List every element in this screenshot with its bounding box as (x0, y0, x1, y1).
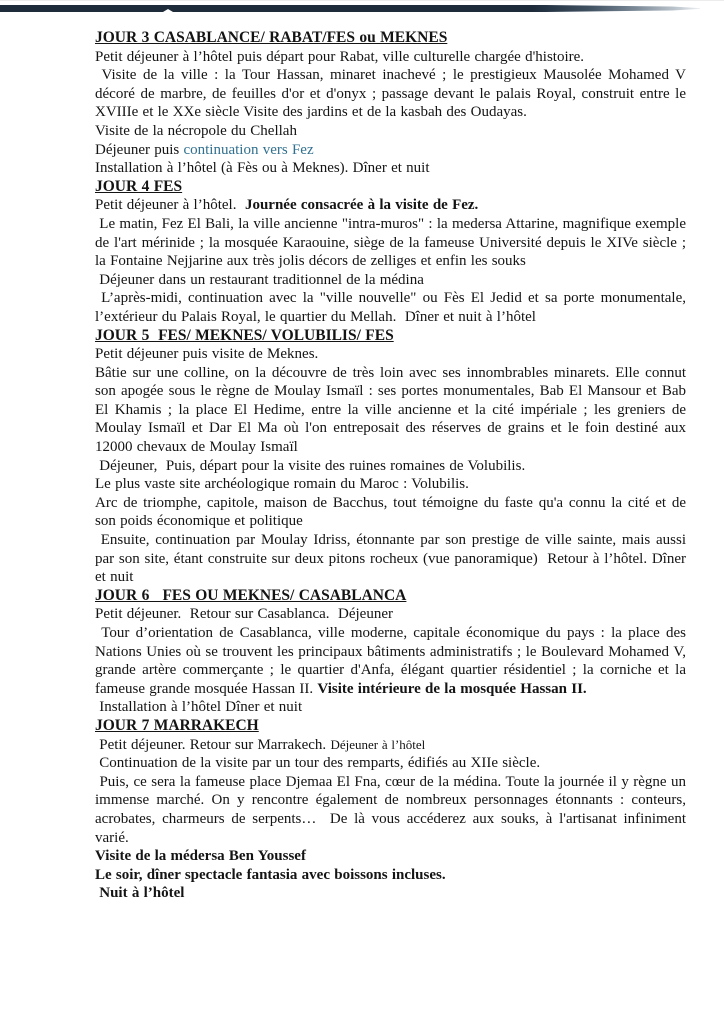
day6-para-hotel: Installation à l’hôtel Dîner et nuit (95, 699, 303, 716)
day7-para-breakfast (95, 736, 686, 755)
day3-para-chellah: Visite de la nécropole du Chellah (95, 122, 297, 139)
day4-para-afternoon: L’après-midi, continuation avec la "ville nouvelle" ou Fès El Jedid et sa porte monumentale, l’extérieur du Palais Royal, le quartier du Mellah. Dîner et nuit à l’hôtel (95, 290, 691, 325)
page-top-edge (0, 0, 724, 1)
day6-para-casablanca-tour (95, 624, 691, 698)
day5-para-arc: Arc de triomphe, capitole, maison de Bacchus, tout témoigne du faste qu'a connu la cité et de son poids économique et politique (95, 494, 691, 530)
day5-para-breakfast: Petit déjeuner puis visite de Meknes. (95, 346, 319, 363)
day3-para-lunch (95, 141, 686, 160)
day4-para-lunch: Déjeuner dans un restaurant traditionnel de la médina (95, 271, 424, 288)
day3-para-breakfast: Petit déjeuner à l’hôtel puis départ pour Rabat, ville culturelle chargée d'histoire. (95, 48, 585, 65)
day4-para-breakfast (95, 196, 686, 215)
day6-mosque-visit-bold: Visite intérieure de la mosquée Hassan II. (317, 680, 587, 697)
day4-para-fez-el-bali: Le matin, Fez El Bali, la ville ancienne "intra-muros" : la medersa Attarine, magnifique exemple de l'art mérinide ; la mosquée Karaouine, siège de la fameuse Université depuis le XIVe siècle ; la Fontaine Nejjarine aux très jolis décors de zelliges et enfin les souks (95, 215, 691, 270)
day7-para-remparts: Continuation de la visite par un tour des remparts, édifiés au XIIe siècle. (95, 755, 541, 772)
day3-para-hotel: Installation à l’hôtel (à Fès ou à Meknes). Dîner et nuit (95, 160, 430, 177)
day3-heading: JOUR 3 CASABLANCE/ RABAT/FES ou MEKNES (95, 29, 448, 46)
day5-heading: JOUR 5 FES/ MEKNES/ VOLUBILIS/ FES (95, 326, 394, 344)
top-rule-scan-notch (163, 9, 173, 12)
day5-para-site: Le plus vaste site archéologique romain du Maroc : Volubilis. (95, 476, 469, 493)
day5-para-meknes: Bâtie sur une colline, on la découvre de très loin avec ses innombrables minarets. Elle connut son apogée sous le règne de Moulay Ismaïl : ses portes monumentales, Bab El Mansour et Bab El Khamis ; la place El Hedime, entre la ville ancienne et la cité impériale ; les greniers de Moulay Ismaïl et Dar El Ma où l'on entreposait des réserves de grains et le foin destiné aux 12000 chevaux de Moulay Ismaïl (95, 364, 691, 456)
continuation-fez-highlight: continuation vers Fez (183, 141, 314, 158)
day5-para-lunch-volubilis: Déjeuner, Puis, départ pour la visite des ruines romaines de Volubilis. (95, 457, 526, 474)
day4-heading: JOUR 4 FES (95, 177, 183, 195)
day6-heading: JOUR 6 FES OU MEKNES/ CASABLANCA (95, 586, 407, 604)
day7-para-djemaa-el-fna: Puis, ce sera la fameuse place Djemaa El Fna, cœur de la médina. Toute la journée il y règne un immense marché. On y rencontre également de nombreux personnages étonnants : conteurs, acrobates, charmeurs de serpents… De là vous accéderez aux souks, à l'artisanat infiniment varié. (95, 773, 691, 846)
day3-lunch-text: Déjeuner puis (95, 141, 184, 158)
day4-visit-fez-bold: Journée consacrée à la visite de Fez. (244, 197, 479, 214)
day6-para-breakfast: Petit déjeuner. Retour sur Casablanca. Déjeuner (95, 606, 393, 623)
day7-para-medersa: Visite de la médersa Ben Youssef (95, 848, 306, 865)
top-border-rule (0, 5, 700, 12)
day4-breakfast-text: Petit déjeuner à l’hôtel. (95, 197, 245, 214)
itinerary-content (95, 29, 691, 903)
day7-para-night: Nuit à l’hôtel (95, 885, 185, 902)
day7-lunch-small-text: Déjeuner à l’hôtel (330, 736, 426, 752)
day7-heading: JOUR 7 MARRAKECH (95, 716, 259, 734)
day5-para-moulay-idriss: Ensuite, continuation par Moulay Idriss, étonnante par son prestige de ville sainte, mais aussi par son site, étant construite sur deux pitons rocheux (vue panoramique) Retour à l’hôtel. Dîner et nuit (95, 532, 691, 586)
day7-breakfast-text: Petit déjeuner. Retour sur Marrakech. (95, 736, 331, 753)
day6-tour-text: Tour d’orientation de Casablanca, ville moderne, capitale économique du pays : la place des Nations Unies où se trouvent les principaux bâtiments administratifs ; le Boulevard Mohamed V, grande artère commerçante ; le quartier d'Anfa, élégant quartier résidentiel ; la corniche et la fameuse grande mosquée Hassan II. (95, 625, 691, 697)
day7-para-fantasia: Le soir, dîner spectacle fantasia avec boissons incluses. (95, 866, 446, 883)
day3-para-city-visit: Visite de la ville : la Tour Hassan, minaret inachevé ; le prestigieux Mausolée Mohamed V décoré de marbre, de feuilles d'or et d'onyx ; passage devant le palais Royal, construit entre le XVIIIe et le XXe siècle Visite des jardins et de la kasbah des Oudayas. (95, 67, 691, 121)
